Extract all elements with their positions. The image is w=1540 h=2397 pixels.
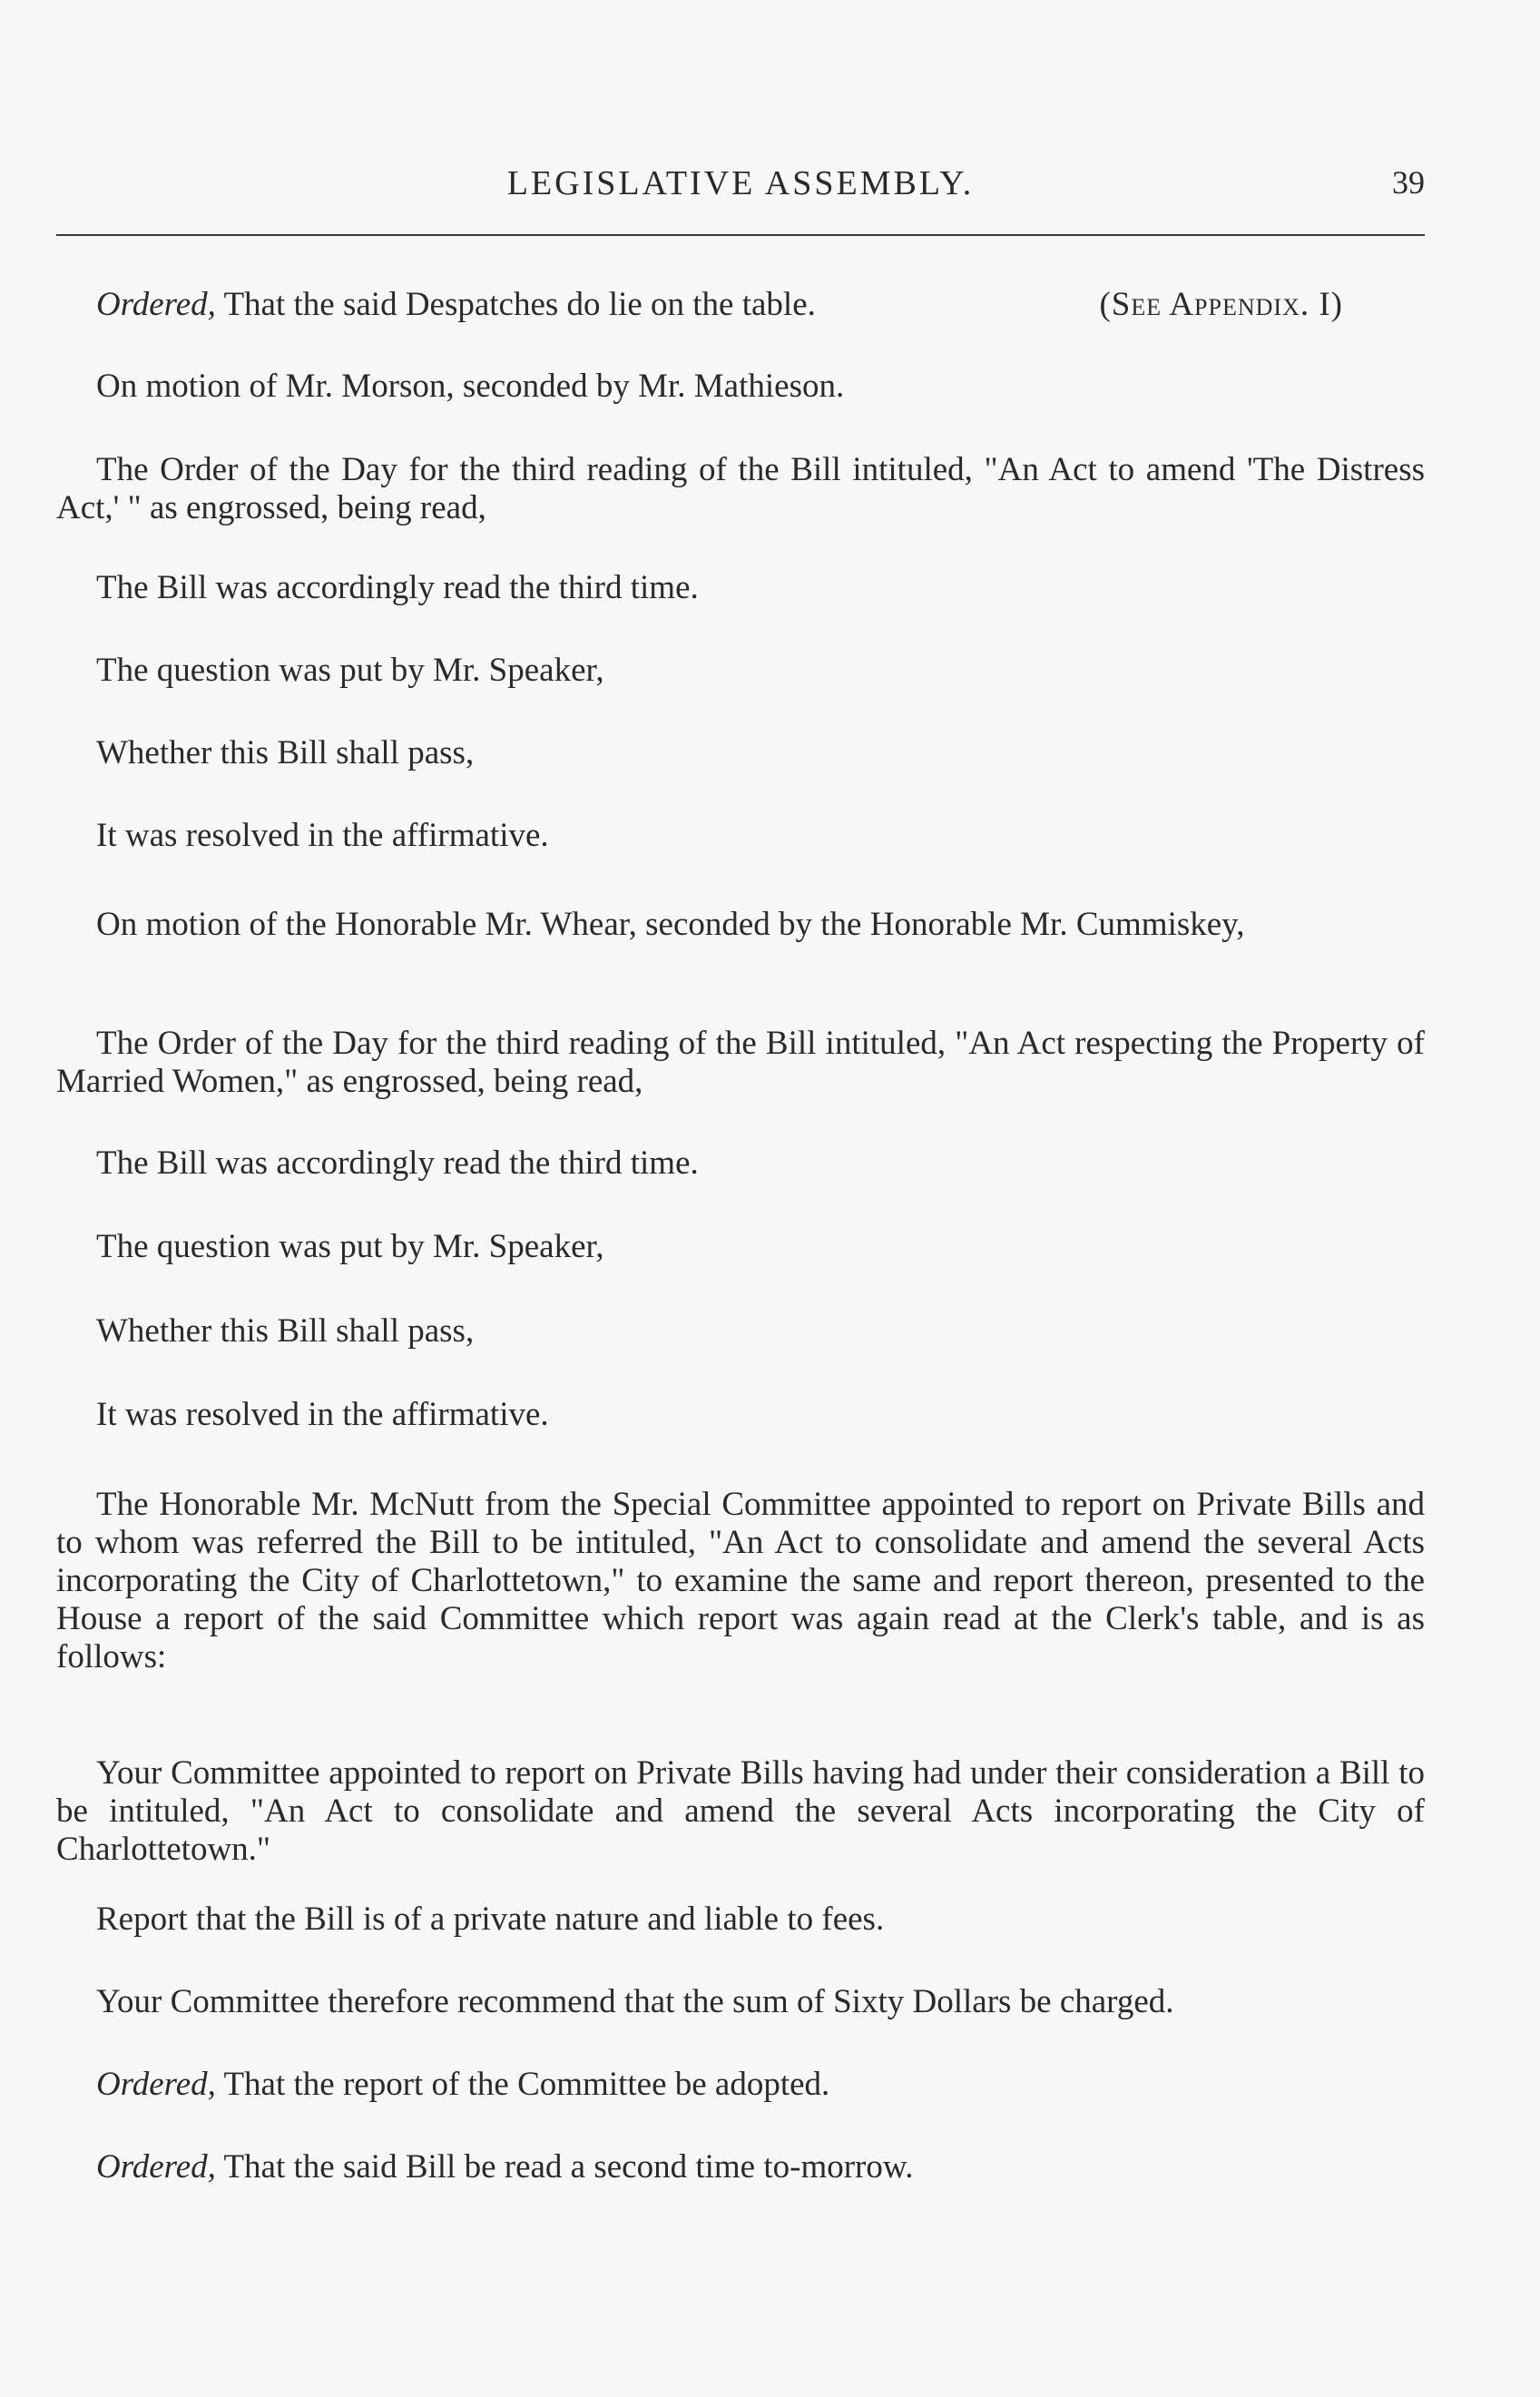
paragraph-text: That the report of the Committee be adopted. bbox=[215, 2066, 830, 2103]
ordered-lead: Ordered, bbox=[96, 2148, 216, 2186]
paragraph bbox=[56, 1754, 1425, 1869]
paragraph-text: On motion of the Honorable Mr. Whear, seconded by the Honorable Mr. Cummiskey, bbox=[96, 906, 1245, 943]
page-number: 39 bbox=[1392, 164, 1425, 201]
paragraph bbox=[56, 1396, 1425, 1434]
paragraph bbox=[56, 1983, 1425, 2021]
paragraph bbox=[56, 1228, 1425, 1266]
header-rule bbox=[56, 234, 1425, 236]
running-head: LEGISLATIVE ASSEMBLY. bbox=[506, 164, 975, 202]
paragraph-text: The question was put by Mr. Speaker, bbox=[96, 1228, 604, 1265]
paragraph-text: The Bill was accordingly read the third time. bbox=[96, 1144, 699, 1182]
paragraph bbox=[56, 1144, 1425, 1183]
paragraph-text: Your Committee appointed to report on Private Bills having had under their consideration a Bill to be intituled, "An Act to consolidate and amend the several Acts incorporating the City of Charlottetown." bbox=[56, 1754, 1425, 1868]
paragraph-text: The Honorable Mr. McNutt from the Special Committee appointed to report on Private Bills and to whom was referred the Bill to be intituled, "An Act to consolidate and amend the several Acts incorporating the City of Charlottetown," to examine the same and report thereon, presented to the House a report of the said Committee which report was again read at the Clerk's table, and is as follows: bbox=[56, 1486, 1425, 1675]
ordered-lead: Ordered, bbox=[96, 2066, 216, 2103]
paragraph bbox=[56, 2066, 1425, 2104]
paragraph-text: The question was put by Mr. Speaker, bbox=[96, 652, 604, 689]
paragraph-text: Whether this Bill shall pass, bbox=[96, 734, 475, 771]
paragraph bbox=[56, 1486, 1425, 1676]
paragraph bbox=[56, 652, 1425, 690]
ordered-lead: Ordered, bbox=[96, 286, 216, 323]
paragraph-main bbox=[96, 286, 816, 324]
paragraph bbox=[56, 451, 1425, 527]
paragraph bbox=[56, 906, 1425, 944]
paragraph bbox=[56, 286, 1425, 324]
paragraph bbox=[56, 1025, 1425, 1101]
paragraph bbox=[56, 817, 1425, 855]
paragraph-text: The Order of the Day for the third reading of the Bill intituled, "An Act respecting the Property of Married Women," as engrossed, being read, bbox=[56, 1025, 1425, 1100]
paragraph bbox=[56, 1312, 1425, 1351]
paragraph-text: Report that the Bill is of a private nature and liable to fees. bbox=[96, 1901, 885, 1938]
paragraph-text: That the said Bill be read a second time to-morrow. bbox=[215, 2148, 914, 2186]
paragraph-text: Your Committee therefore recommend that the sum of Sixty Dollars be charged. bbox=[96, 1983, 1174, 2020]
paragraph-text: It was resolved in the affirmative. bbox=[96, 817, 549, 854]
paragraph bbox=[56, 1901, 1425, 1939]
paragraph-text: That the said Despatches do lie on the table. bbox=[215, 286, 816, 323]
paragraph-text: The Order of the Day for the third reading of the Bill intituled, "An Act to amend 'The Distress Act,' " as engrossed, being read, bbox=[56, 451, 1425, 526]
paragraph-text: On motion of Mr. Morson, seconded by Mr. Mathieson. bbox=[96, 368, 845, 405]
paragraph-text: The Bill was accordingly read the third time. bbox=[96, 569, 699, 606]
paragraph-text: Whether this Bill shall pass, bbox=[96, 1312, 475, 1350]
paragraph bbox=[56, 734, 1425, 772]
paragraph bbox=[56, 368, 1425, 406]
page-header bbox=[56, 163, 1425, 218]
paragraph bbox=[56, 2148, 1425, 2186]
appendix-reference: (See Appendix. I) bbox=[1099, 286, 1343, 323]
paragraph-text: It was resolved in the affirmative. bbox=[96, 1396, 549, 1433]
paragraph bbox=[56, 569, 1425, 607]
